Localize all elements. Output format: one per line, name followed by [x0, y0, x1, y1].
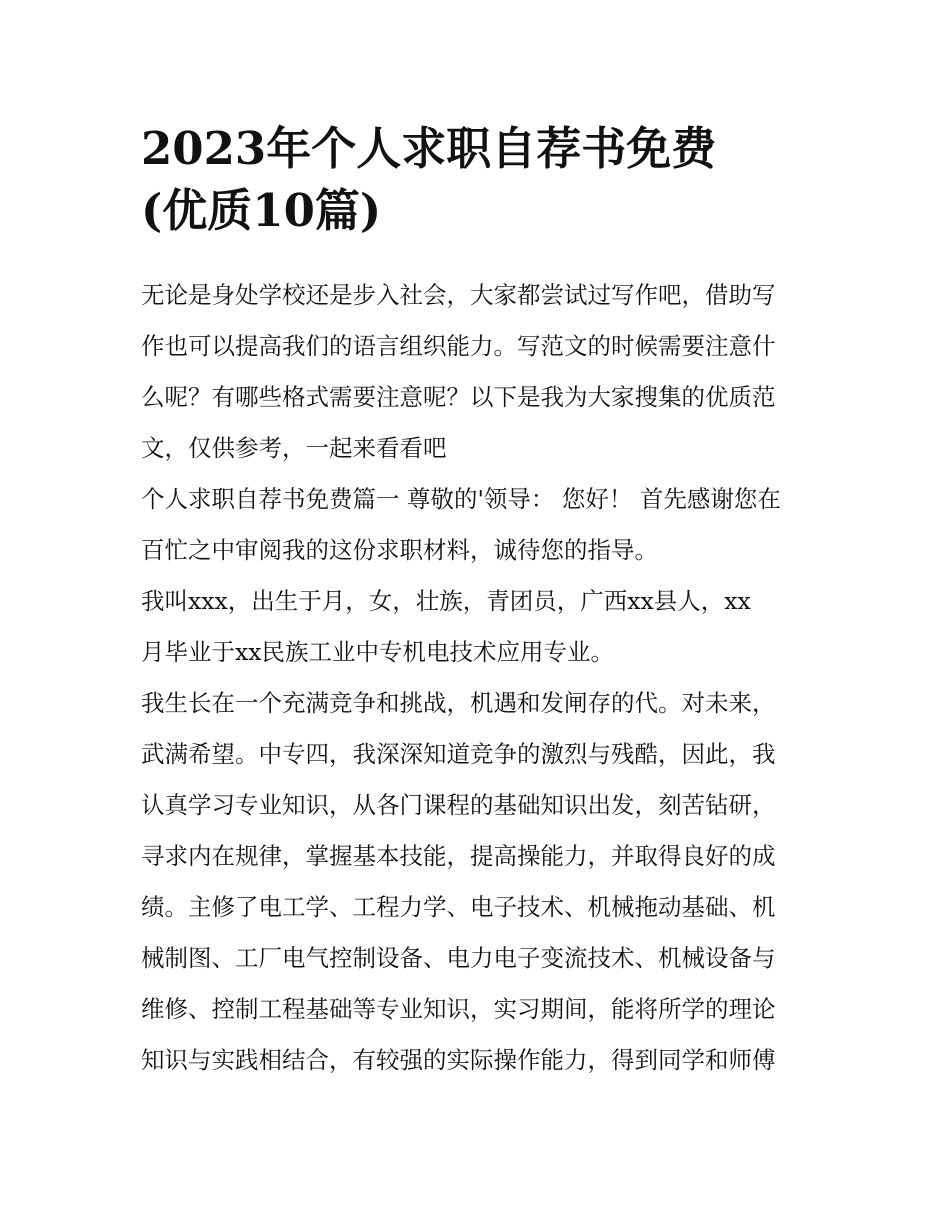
document-title — [141, 118, 813, 242]
title-line-2: (优质10篇) — [141, 184, 382, 237]
text-line: 知识与实践相结合，有较强的实际操作能力，得到同学和师傅 — [141, 1046, 776, 1074]
text-line: 个人求职自荐书免费篇一 尊敬的'领导： 您好！ 首先感谢您在 — [141, 485, 781, 513]
text-line: 武满希望。中专四，我深深知道竞争的激烈与残酷，因此，我 — [141, 740, 776, 768]
text-line: 作也可以提高我们的语言组织能力。写范文的时候需要注意什 — [141, 332, 776, 360]
text-line: 绩。主修了电工学、工程力学、电子技术、机械拖动基础、机 — [141, 893, 776, 921]
text-line: 无论是身处学校还是步入社会，大家都尝试过写作吧，借助写 — [141, 281, 776, 309]
text-line: 我叫xxx，出生于月，女，壮族，青团员，广西xx县人，xx — [141, 587, 751, 615]
paragraph-study — [141, 678, 813, 1086]
text-line: 百忙之中审阅我的这份求职材料，诚待您的指导。 — [141, 536, 658, 564]
paragraph-greeting — [141, 474, 813, 576]
text-line: 维修、控制工程基础等专业知识，实习期间，能将所学的理论 — [141, 995, 776, 1023]
text-line: 械制图、工厂电气控制设备、电力电子变流技术、机械设备与 — [141, 944, 776, 972]
text-line: 认真学习专业知识，从各门课程的基础知识出发，刻苦钻研， — [141, 791, 776, 819]
text-line: 寻求内在规律，掌握基本技能，提高操能力，并取得良好的成 — [141, 842, 776, 870]
text-line: 么呢？有哪些格式需要注意呢？以下是我为大家搜集的优质范 — [141, 383, 776, 411]
document-page — [141, 118, 813, 1086]
text-line: 文，仅供参考，一起来看看吧 — [141, 434, 447, 462]
paragraph-self-intro — [141, 576, 813, 678]
paragraph-intro — [141, 270, 813, 474]
document-body — [141, 270, 813, 1086]
title-line-1: 2023年个人求职自荐书免费 — [141, 122, 717, 175]
text-line: 月毕业于xx民族工业中专机电技术应用专业。 — [141, 638, 615, 666]
text-line: 我生长在一个充满竞争和挑战，机遇和发闸存的代。对未来， — [141, 689, 776, 717]
